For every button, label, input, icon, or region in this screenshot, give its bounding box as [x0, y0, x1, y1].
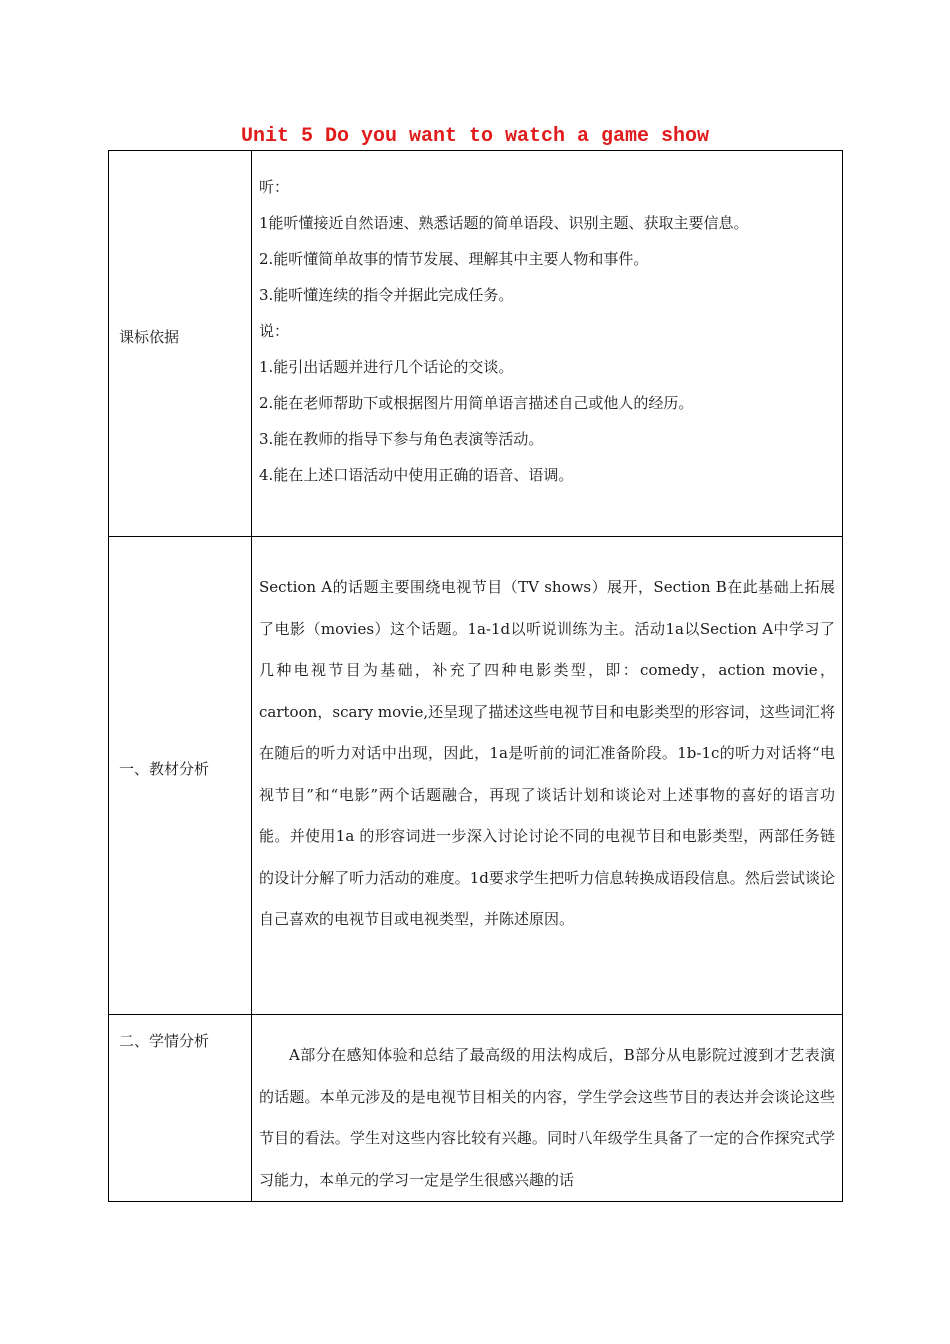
table-row — [109, 1015, 843, 1202]
standard-line: 3.能听懂连续的指令并据此完成任务。 — [259, 286, 514, 304]
learner-analysis-cell — [252, 1015, 843, 1202]
document-title: Unit 5 Do you want to watch a game show — [240, 125, 710, 148]
curriculum-standards-cell — [252, 151, 843, 537]
textbook-analysis-cell — [252, 537, 843, 1015]
standard-line: 1.能引出话题并进行几个话论的交谈。 — [259, 358, 514, 376]
row-label-cell — [109, 151, 252, 537]
standard-line: 说： — [259, 322, 290, 340]
standard-line: 2.能在老师帮助下或根据图片用简单语言描述自己或他人的经历。 — [259, 394, 694, 412]
row-label: 二、学情分析 — [119, 1032, 210, 1050]
standard-line: 1能听懂接近自然语速、熟悉话题的简单语段、识别主题、获取主要信息。 — [259, 214, 749, 232]
standard-line: 2.能听懂简单故事的情节发展、理解其中主要人物和事件。 — [259, 250, 649, 268]
lesson-plan-table — [108, 150, 843, 1202]
row-label: 一、教材分析 — [119, 760, 210, 778]
table-row — [109, 151, 843, 537]
textbook-analysis-text: Section A的话题主要围绕电视节目（TV shows）展开，Section B在此基础上拓展了电影（movies）这个话题。1a-1d以听说训练为主。活动1a以Section A中学习了几种电视节目为基础，补充了四种电影类型，即：comedy，action movie，cartoon，scary movie,还呈现了描述这些电视节目和电影类型的形容词，这些词汇将在随后的听力对话中出现，因此，1a是听前的词汇准备阶段。1b-1c的听力对话将“电视节目”和“电影”两个话题融合，再现了谈话计划和谈论对上述事物的喜好的语言功能。并使用1a 的形容词进一步深入讨论讨论不同的电视节目和电影类型，两部任务链的设计分解了听力活动的难度。1d要求学生把听力信息转换成语段信息。然后尝试谈论自己喜欢的电视节目或电视类型，并陈述原因。 — [259, 578, 835, 928]
standard-line: 4.能在上述口语活动中使用正确的语音、语调。 — [259, 466, 574, 484]
row-label: 课标依据 — [119, 328, 180, 346]
learner-analysis-text: A部分在感知体验和总结了最高级的用法构成后，B部分从电影院过渡到才艺表演的话题。本单元涉及的是电视节目相关的内容，学生学会这些节目的表达并会谈论这些节目的看法。学生对这些内容比较有兴趣。同时八年级学生具备了一定的合作探究式学习能力，本单元的学习一定是学生很感兴趣的话 — [259, 1046, 835, 1189]
standard-line: 听： — [259, 178, 290, 196]
row-label-cell — [109, 537, 252, 1015]
row-label-cell — [109, 1015, 252, 1202]
table-row — [109, 537, 843, 1015]
standard-line: 3.能在教师的指导下参与角色表演等活动。 — [259, 430, 544, 448]
